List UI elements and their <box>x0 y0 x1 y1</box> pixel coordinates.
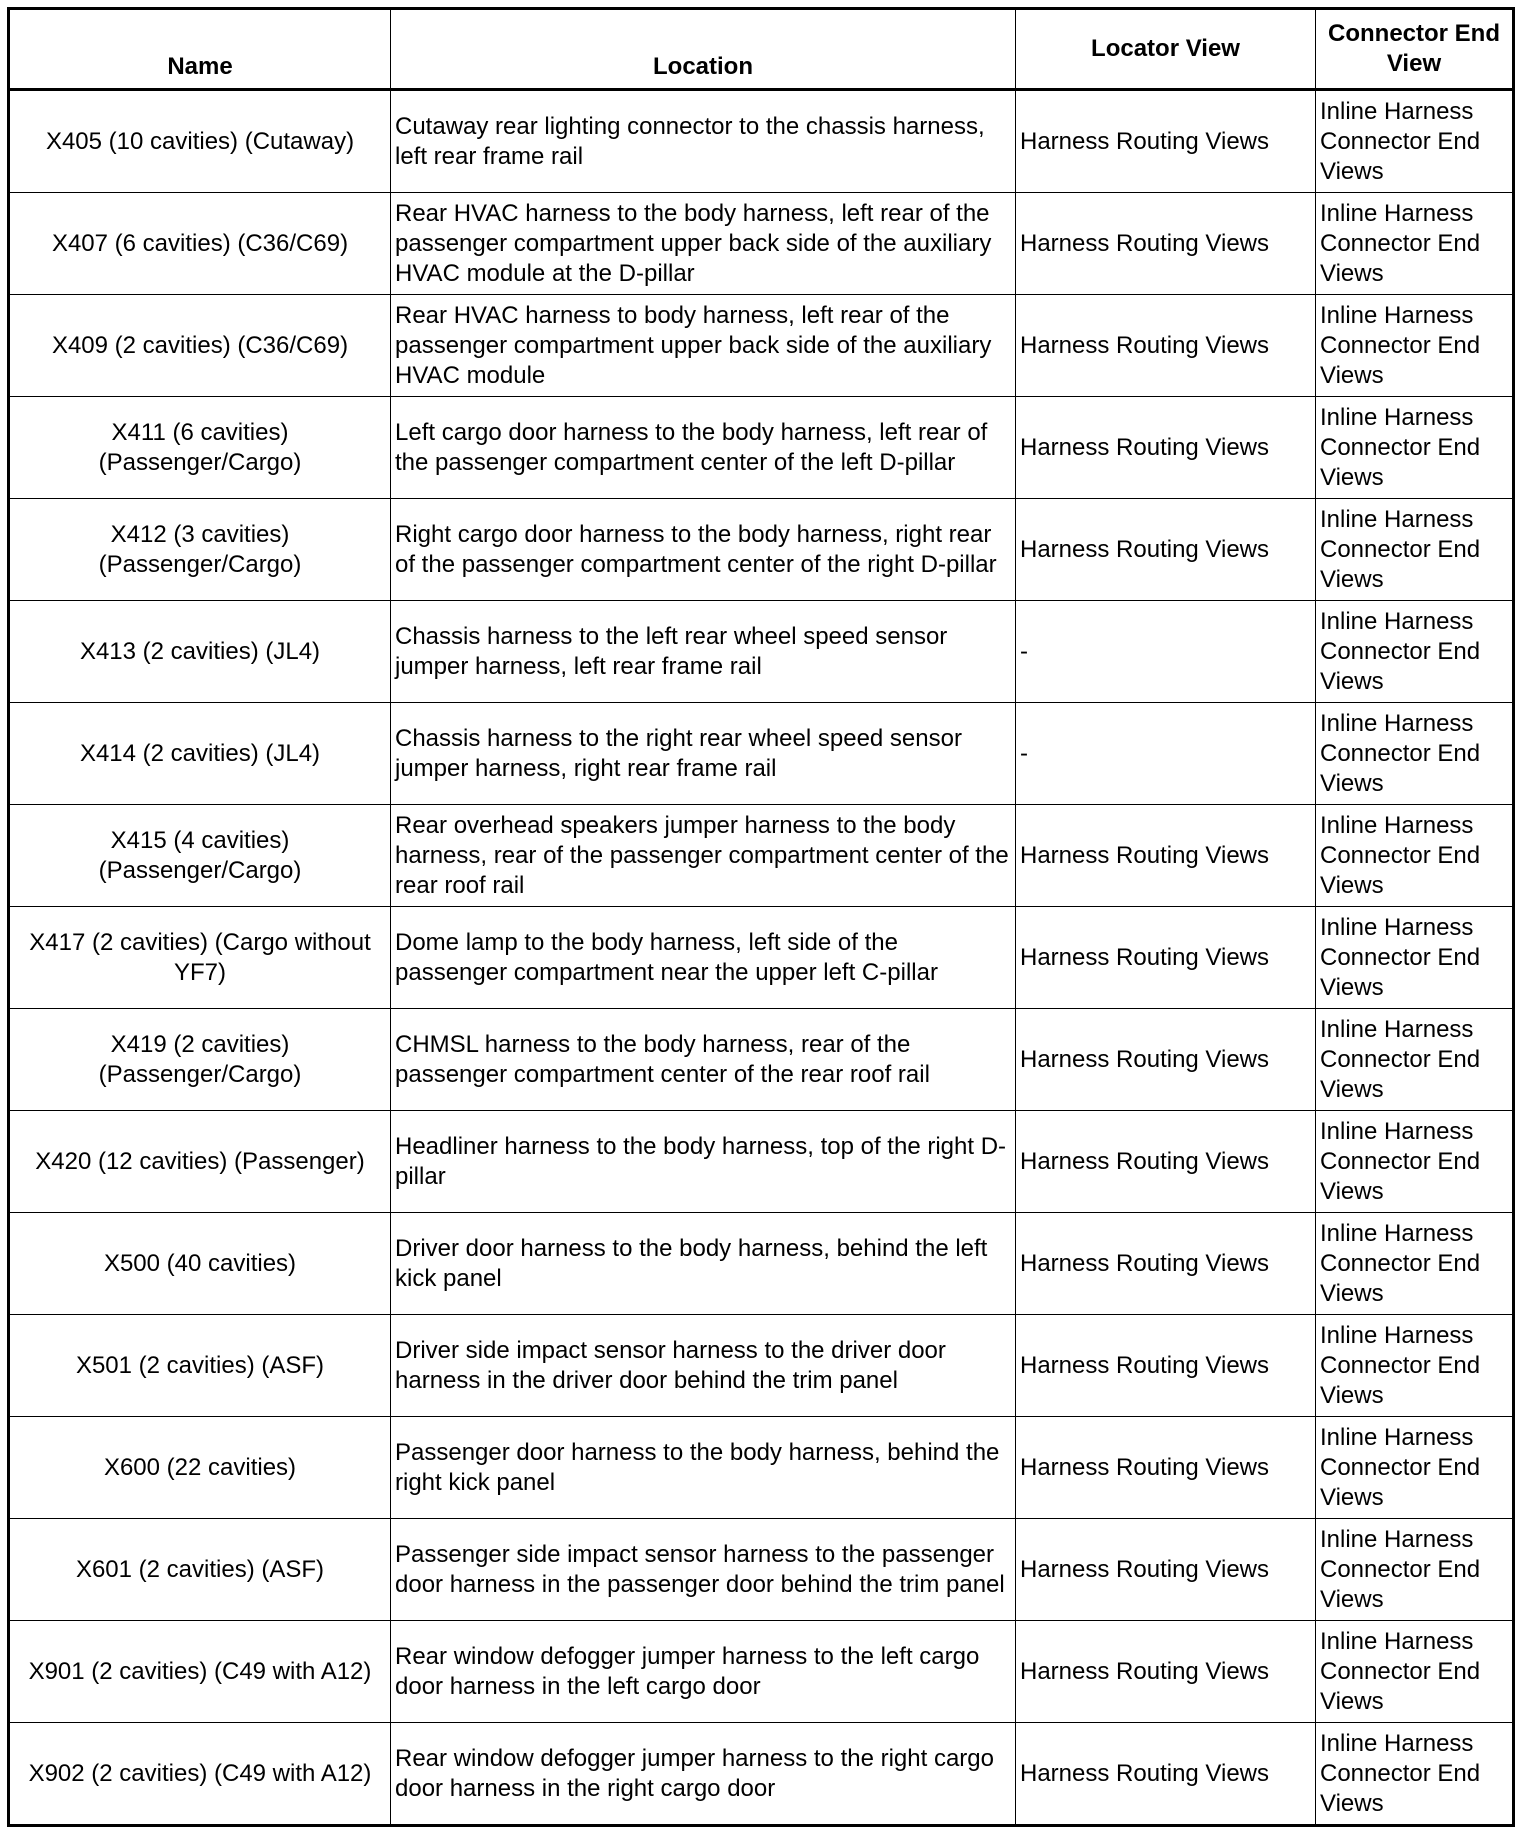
table-body <box>9 90 1514 1826</box>
table-row <box>9 1315 1514 1417</box>
cell-locator-view: Harness Routing Views <box>1016 295 1316 397</box>
cell-locator-view: Harness Routing Views <box>1016 1723 1316 1826</box>
cell-connector-end-view: Inline Harness Connector End Views <box>1316 1519 1514 1621</box>
cell-location: Chassis harness to the left rear wheel speed sensor jumper harness, left rear frame rail <box>391 601 1016 703</box>
cell-locator-view: Harness Routing Views <box>1016 1417 1316 1519</box>
cell-connector-end-view: Inline Harness Connector End Views <box>1316 1723 1514 1826</box>
cell-location: Rear window defogger jumper harness to the right cargo door harness in the right cargo door <box>391 1723 1016 1826</box>
table-row <box>9 1417 1514 1519</box>
cell-locator-view: Harness Routing Views <box>1016 1519 1316 1621</box>
cell-name: X419 (2 cavities) (Passenger/Cargo) <box>9 1009 391 1111</box>
header-name: Name <box>9 9 391 90</box>
cell-location: Rear HVAC harness to body harness, left rear of the passenger compartment upper back side of the auxiliary HVAC module <box>391 295 1016 397</box>
table-header <box>9 9 1514 90</box>
cell-locator-view: Harness Routing Views <box>1016 90 1316 193</box>
table-row <box>9 90 1514 193</box>
cell-location: Chassis harness to the right rear wheel speed sensor jumper harness, right rear frame rail <box>391 703 1016 805</box>
cell-locator-view: Harness Routing Views <box>1016 499 1316 601</box>
cell-name: X414 (2 cavities) (JL4) <box>9 703 391 805</box>
table-row <box>9 193 1514 295</box>
table-row <box>9 1009 1514 1111</box>
cell-connector-end-view: Inline Harness Connector End Views <box>1316 397 1514 499</box>
cell-location: Right cargo door harness to the body harness, right rear of the passenger compartment center of the right D-pillar <box>391 499 1016 601</box>
table-row <box>9 907 1514 1009</box>
cell-locator-view: Harness Routing Views <box>1016 1621 1316 1723</box>
cell-location: Driver door harness to the body harness, behind the left kick panel <box>391 1213 1016 1315</box>
table-row <box>9 805 1514 907</box>
cell-connector-end-view: Inline Harness Connector End Views <box>1316 805 1514 907</box>
cell-locator-view: - <box>1016 601 1316 703</box>
cell-location: Passenger side impact sensor harness to the passenger door harness in the passenger door behind the trim panel <box>391 1519 1016 1621</box>
table-row <box>9 1621 1514 1723</box>
cell-locator-view: Harness Routing Views <box>1016 1009 1316 1111</box>
cell-name: X901 (2 cavities) (C49 with A12) <box>9 1621 391 1723</box>
cell-locator-view: Harness Routing Views <box>1016 907 1316 1009</box>
cell-name: X405 (10 cavities) (Cutaway) <box>9 90 391 193</box>
cell-connector-end-view: Inline Harness Connector End Views <box>1316 1315 1514 1417</box>
table-row <box>9 601 1514 703</box>
cell-location: Rear overhead speakers jumper harness to the body harness, rear of the passenger compartment center of the rear roof rail <box>391 805 1016 907</box>
cell-connector-end-view: Inline Harness Connector End Views <box>1316 499 1514 601</box>
cell-name: X500 (40 cavities) <box>9 1213 391 1315</box>
cell-location: CHMSL harness to the body harness, rear of the passenger compartment center of the rear roof rail <box>391 1009 1016 1111</box>
cell-locator-view: - <box>1016 703 1316 805</box>
cell-location: Headliner harness to the body harness, top of the right D-pillar <box>391 1111 1016 1213</box>
cell-name: X601 (2 cavities) (ASF) <box>9 1519 391 1621</box>
cell-locator-view: Harness Routing Views <box>1016 1315 1316 1417</box>
cell-location: Driver side impact sensor harness to the driver door harness in the driver door behind the trim panel <box>391 1315 1016 1417</box>
table-row <box>9 1213 1514 1315</box>
cell-connector-end-view: Inline Harness Connector End Views <box>1316 193 1514 295</box>
cell-connector-end-view: Inline Harness Connector End Views <box>1316 1111 1514 1213</box>
cell-connector-end-view: Inline Harness Connector End Views <box>1316 1621 1514 1723</box>
cell-name: X420 (12 cavities) (Passenger) <box>9 1111 391 1213</box>
header-row <box>9 9 1514 90</box>
cell-connector-end-view: Inline Harness Connector End Views <box>1316 1009 1514 1111</box>
cell-name: X412 (3 cavities) (Passenger/Cargo) <box>9 499 391 601</box>
cell-name: X415 (4 cavities) (Passenger/Cargo) <box>9 805 391 907</box>
table-row <box>9 1111 1514 1213</box>
cell-name: X600 (22 cavities) <box>9 1417 391 1519</box>
cell-locator-view: Harness Routing Views <box>1016 1213 1316 1315</box>
cell-locator-view: Harness Routing Views <box>1016 193 1316 295</box>
cell-name: X411 (6 cavities) (Passenger/Cargo) <box>9 397 391 499</box>
cell-locator-view: Harness Routing Views <box>1016 1111 1316 1213</box>
header-location: Location <box>391 9 1016 90</box>
cell-name: X417 (2 cavities) (Cargo without YF7) <box>9 907 391 1009</box>
cell-location: Passenger door harness to the body harness, behind the right kick panel <box>391 1417 1016 1519</box>
cell-location: Rear HVAC harness to the body harness, left rear of the passenger compartment upper back side of the auxiliary HVAC module at the D-pillar <box>391 193 1016 295</box>
cell-location: Left cargo door harness to the body harness, left rear of the passenger compartment center of the left D-pillar <box>391 397 1016 499</box>
cell-location: Rear window defogger jumper harness to the left cargo door harness in the left cargo door <box>391 1621 1016 1723</box>
table-row <box>9 499 1514 601</box>
cell-connector-end-view: Inline Harness Connector End Views <box>1316 703 1514 805</box>
cell-connector-end-view: Inline Harness Connector End Views <box>1316 295 1514 397</box>
cell-locator-view: Harness Routing Views <box>1016 805 1316 907</box>
table-row <box>9 1723 1514 1826</box>
cell-name: X902 (2 cavities) (C49 with A12) <box>9 1723 391 1826</box>
cell-connector-end-view: Inline Harness Connector End Views <box>1316 1417 1514 1519</box>
cell-location: Dome lamp to the body harness, left side of the passenger compartment near the upper left C-pillar <box>391 907 1016 1009</box>
cell-connector-end-view: Inline Harness Connector End Views <box>1316 90 1514 193</box>
connector-table <box>7 7 1515 1827</box>
cell-name: X409 (2 cavities) (C36/C69) <box>9 295 391 397</box>
cell-connector-end-view: Inline Harness Connector End Views <box>1316 907 1514 1009</box>
table-row <box>9 295 1514 397</box>
cell-connector-end-view: Inline Harness Connector End Views <box>1316 1213 1514 1315</box>
header-locator-view: Locator View <box>1016 9 1316 90</box>
cell-name: X501 (2 cavities) (ASF) <box>9 1315 391 1417</box>
cell-name: X413 (2 cavities) (JL4) <box>9 601 391 703</box>
table-row <box>9 397 1514 499</box>
header-connector-end-view: Connector End View <box>1316 9 1514 90</box>
cell-locator-view: Harness Routing Views <box>1016 397 1316 499</box>
cell-location: Cutaway rear lighting connector to the chassis harness, left rear frame rail <box>391 90 1016 193</box>
cell-name: X407 (6 cavities) (C36/C69) <box>9 193 391 295</box>
cell-connector-end-view: Inline Harness Connector End Views <box>1316 601 1514 703</box>
table-row <box>9 703 1514 805</box>
table-row <box>9 1519 1514 1621</box>
